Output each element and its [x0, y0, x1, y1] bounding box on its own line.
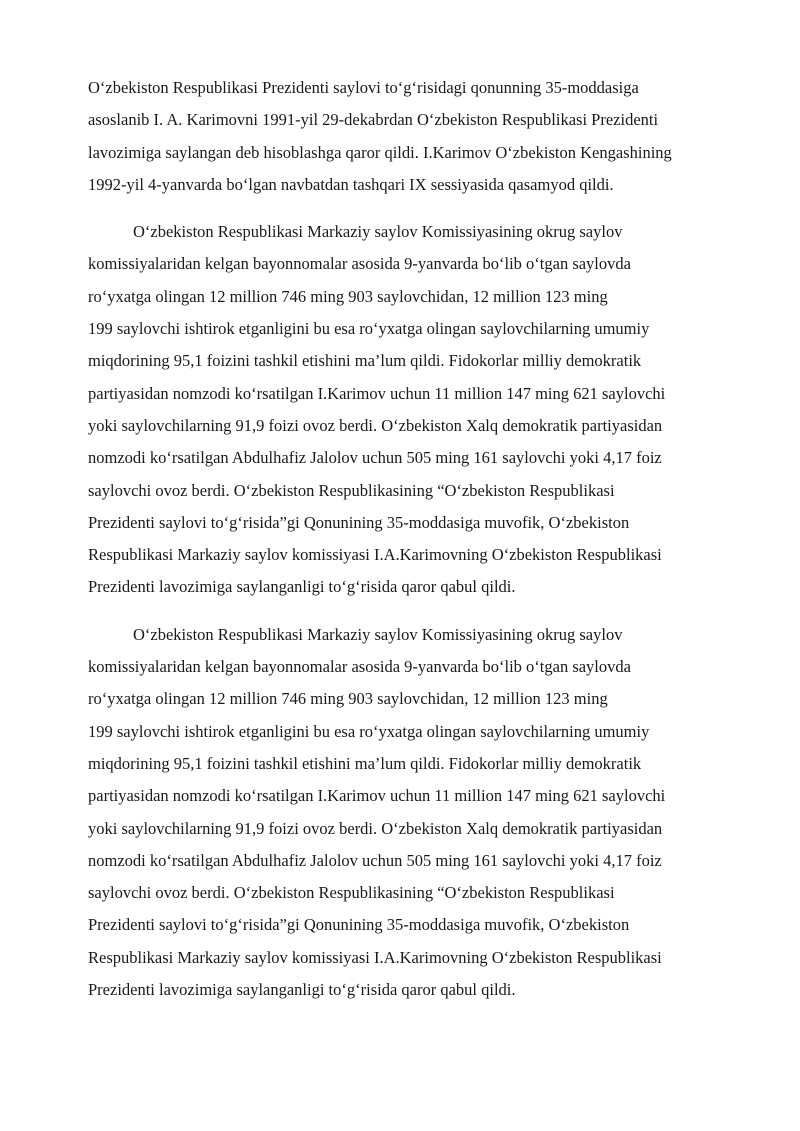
paragraph-1: O‘zbekiston Respublikasi Prezidenti saylovi to‘g‘risidagi qonunning 35-moddasiga asoslanib I. A. Karimovni 1991-yil 29-dekabrdan O‘zbekiston Respublikasi Prezidenti lavozimiga saylangan deb hisoblashga qaror qildi. I.Karimov O‘zbekiston Kengashining 1992-yil 4-yanvarda bo‘lgan navbatdan tashqari IX sessiyasida qasamyod qildi.: [88, 78, 672, 194]
document-body: [88, 72, 743, 1021]
paragraph-3: O‘zbekiston Respublikasi Markaziy saylov Komissiyasining okrug saylov komissiyalaridan kelgan bayonnomalar asosida 9-yanvarda bo‘lib o‘tgan saylovda ro‘yxatga olingan 12 million 746 ming 903 saylovchidan, 12 million 123 ming 199 saylovchi ishtirok etganligini bu esa ro‘yxatga olingan saylovchilarning umumiy miqdorining 95,1 foizini tashkil etishini ma’lum qildi. Fidokorlar milliy demokratik partiyasidan nomzodi ko‘rsatilgan I.Karimov uchun 11 million 147 ming 621 saylovchi yoki saylovchilarning 91,9 foizi ovoz berdi. O‘zbekiston Xalq demokratik partiyasidan nomzodi ko‘rsatilgan Abdulhafiz Jalolov uchun 505 ming 161 saylovchi yoki 4,17 foiz saylovchi ovoz berdi. O‘zbekiston Respublikasining “O‘zbekiston Respublikasi Prezidenti saylovi to‘g‘risida”gi Qonunining 35-moddasiga muvofik, O‘zbekiston Respublikasi Markaziy saylov komissiyasi I.A.Karimovning O‘zbekiston Respublikasi Prezidenti lavozimiga saylanganligi to‘g‘risida qaror qabul qildi.: [88, 624, 666, 1000]
paragraph-2: O‘zbekiston Respublikasi Markaziy saylov Komissiyasining okrug saylov komissiyalaridan kelgan bayonnomalar asosida 9-yanvarda bo‘lib o‘tgan saylovda ro‘yxatga olingan 12 million 746 ming 903 saylovchidan, 12 million 123 ming 199 saylovchi ishtirok etganligini bu esa ro‘yxatga olingan saylovchilarning umumiy miqdorining 95,1 foizini tashkil etishini ma’lum qildi. Fidokorlar milliy demokratik partiyasidan nomzodi ko‘rsatilgan I.Karimov uchun 11 million 147 ming 621 saylovchi yoki saylovchilarning 91,9 foizi ovoz berdi. O‘zbekiston Xalq demokratik partiyasidan nomzodi ko‘rsatilgan Abdulhafiz Jalolov uchun 505 ming 161 saylovchi yoki 4,17 foiz saylovchi ovoz berdi. O‘zbekiston Respublikasining “O‘zbekiston Respublikasi Prezidenti saylovi to‘g‘risida”gi Qonunining 35-moddasiga muvofik, O‘zbekiston Respublikasi Markaziy saylov komissiyasi I.A.Karimovning O‘zbekiston Respublikasi Prezidenti lavozimiga saylanganligi to‘g‘risida qaror qabul qildi.: [88, 222, 666, 597]
